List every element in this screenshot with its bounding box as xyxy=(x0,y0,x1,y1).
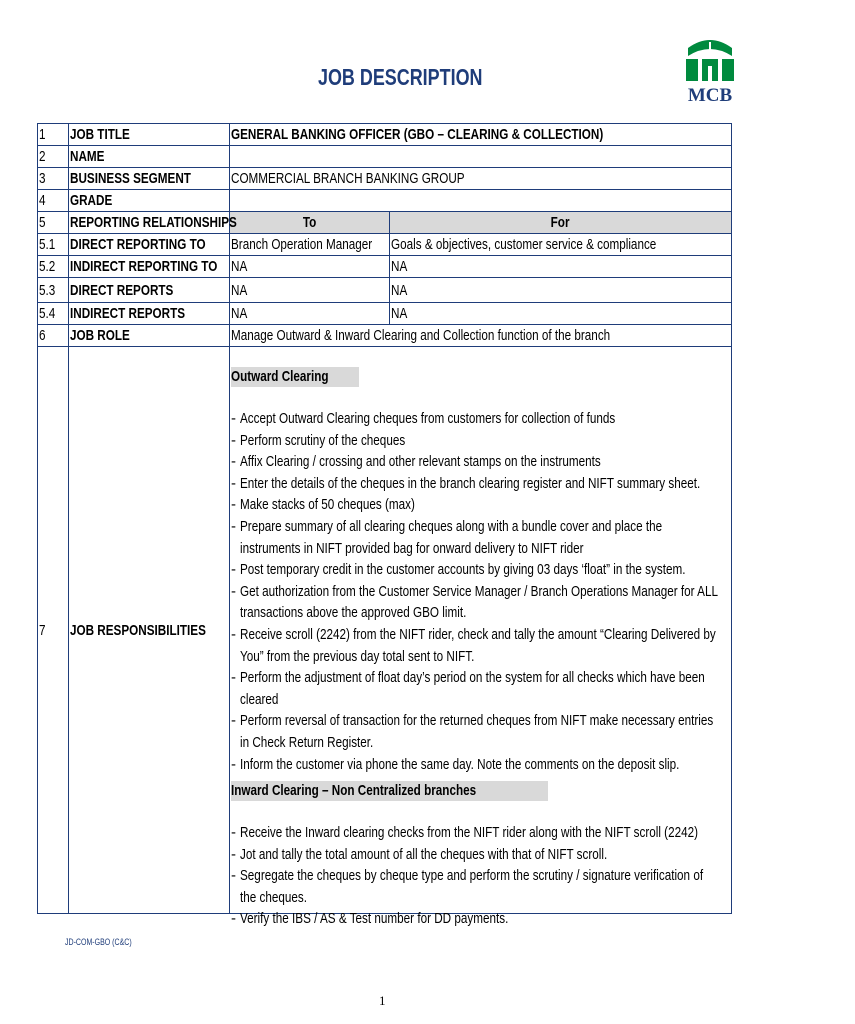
responsibility-item: - Perform the adjustment of float day’s period on the system for all checks which have been cleared xyxy=(231,669,705,708)
responsibility-item: - Post temporary credit in the customer accounts by giving 03 days ‘float” in the system. xyxy=(231,561,686,579)
row-label: NAME xyxy=(69,146,230,168)
job-description-table xyxy=(37,123,732,928)
row-value xyxy=(230,146,732,168)
row-value: COMMERCIAL BRANCH BANKING GROUP xyxy=(230,168,732,190)
table-row xyxy=(38,146,732,168)
row-label: JOB RESPONSIBILITIES xyxy=(69,347,230,914)
responsibility-item: - Verify the IBS / AS & Test number for DD payments. xyxy=(231,910,509,928)
row-number: 5.4 xyxy=(38,303,69,325)
row-number: 5.3 xyxy=(38,278,69,303)
responsibility-item: - Prepare summary of all clearing cheques along with a bundle cover and place the instruments in NIFT provided bag for onward delivery to NIFT rider xyxy=(231,517,663,557)
responsibility-item: - Jot and tally the total amount of all the cheques with that of NIFT scroll. xyxy=(231,845,608,863)
row-for-value: Goals & objectives, customer service & compliance xyxy=(390,234,732,256)
responsibility-item: - Perform scrutiny of the cheques xyxy=(231,431,406,449)
table-row xyxy=(38,347,732,914)
responsibility-item: - Segregate the cheques by cheque type and perform the scrutiny / signature verification of the cheques. xyxy=(231,867,704,906)
document-code: JD-COM-GBO (C&C) xyxy=(65,937,132,947)
table-row xyxy=(38,256,732,278)
table-row xyxy=(38,124,732,146)
mcb-logo xyxy=(684,34,736,108)
row-label: DIRECT REPORTING TO xyxy=(69,234,230,256)
table-row xyxy=(38,325,732,347)
row-value: GENERAL BANKING OFFICER (GBO – CLEARING & COLLECTION) xyxy=(230,124,732,146)
row-label: JOB TITLE xyxy=(69,124,230,146)
row-to-value: NA xyxy=(230,278,390,303)
row-label: INDIRECT REPORTS xyxy=(69,303,230,325)
row-to-value: NA xyxy=(230,303,390,325)
page-title: JOB DESCRIPTION xyxy=(318,64,483,90)
table-row xyxy=(38,278,732,303)
responsibility-item: - Accept Outward Clearing cheques from customers for collection of funds xyxy=(231,410,616,427)
outward-clearing-heading: Outward Clearing xyxy=(231,367,359,387)
inward-clearing-list xyxy=(231,822,723,930)
responsibility-item: - Enter the details of the cheques in the branch clearing register and NIFT summary sheet. xyxy=(231,474,701,492)
responsibility-item: - Receive the Inward clearing checks from the NIFT rider along with the NIFT scroll (2242) xyxy=(231,824,699,841)
row-label: REPORTING RELATIONSHIPS xyxy=(69,212,230,234)
row-value xyxy=(230,190,732,212)
outward-clearing-list xyxy=(231,408,723,775)
table-row xyxy=(38,303,732,325)
responsibility-item: - Get authorization from the Customer Service Manager / Branch Operations Manager for ALL transactions above the approved GBO limit. xyxy=(231,582,718,622)
responsibilities-cell xyxy=(230,347,732,928)
responsibility-item: - Make stacks of 50 cheques (max) xyxy=(231,496,415,514)
row-number: 2 xyxy=(38,146,69,168)
row-for-value: NA xyxy=(390,256,732,278)
table-row xyxy=(38,212,732,234)
row-number: 3 xyxy=(38,168,69,190)
row-to-value: Branch Operation Manager xyxy=(230,234,390,256)
column-header-to: To xyxy=(230,212,390,234)
row-label: BUSINESS SEGMENT xyxy=(69,168,230,190)
row-to-value: NA xyxy=(230,256,390,278)
row-number: 1 xyxy=(38,124,69,146)
table-row xyxy=(38,168,732,190)
row-number: 6 xyxy=(38,325,69,347)
table-row xyxy=(38,234,732,256)
row-label: DIRECT REPORTS xyxy=(69,278,230,303)
table-row xyxy=(38,190,732,212)
responsibility-item: - Inform the customer via phone the same day. Note the comments on the deposit slip. xyxy=(231,755,680,773)
row-number: 7 xyxy=(38,347,69,914)
page-number: 1 xyxy=(379,993,386,1008)
row-number: 4 xyxy=(38,190,69,212)
svg-text:MCB: MCB xyxy=(687,85,733,106)
row-number: 5 xyxy=(38,212,69,234)
row-number: 5.1 xyxy=(38,234,69,256)
responsibility-item: - Receive scroll (2242) from the NIFT rider, check and tally the amount “Clearing Delivered by You” from the previous day total sent to NIFT. xyxy=(231,625,716,665)
row-for-value: NA xyxy=(390,278,732,303)
row-number: 5.2 xyxy=(38,256,69,278)
row-value: Manage Outward & Inward Clearing and Collection function of the branch xyxy=(230,325,732,347)
inward-clearing-heading: Inward Clearing – Non Centralized branches xyxy=(231,781,548,801)
row-label: JOB ROLE xyxy=(69,325,230,347)
row-label: INDIRECT REPORTING TO xyxy=(69,256,230,278)
responsibility-item: - Perform reversal of transaction for the returned cheques from NIFT make necessary entries in Check Return Register. xyxy=(231,712,714,751)
row-for-value: NA xyxy=(390,303,732,325)
column-header-for: For xyxy=(390,212,732,234)
row-label: GRADE xyxy=(69,190,230,212)
responsibility-item: - Affix Clearing / crossing and other relevant stamps on the instruments xyxy=(231,453,601,471)
